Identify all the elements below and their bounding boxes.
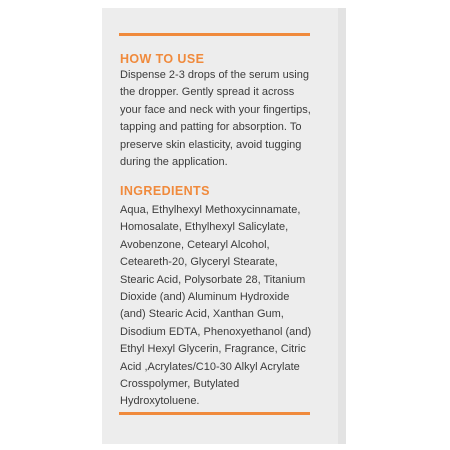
how-to-use-heading: HOW TO USE: [120, 52, 205, 66]
ingredients-line: Disodium EDTA, Phenoxyethanol (and): [120, 325, 312, 338]
ingredients-line: Crosspolymer, Butylated: [120, 378, 240, 391]
ingredients-line: Stearic Acid, Polysorbate 28, Titanium: [120, 273, 306, 286]
ingredients-line: Hydroxytoluene.: [120, 395, 200, 408]
bottom-divider: [119, 412, 310, 415]
how-to-use-line: the dropper. Gently spread it across: [120, 86, 295, 99]
ingredients-line: Aqua, Ethylhexyl Methoxycinnamate,: [120, 204, 301, 216]
ingredients-line: Ceteareth-20, Glyceryl Stearate,: [120, 256, 278, 269]
ingredients-line: Homosalate, Ethylhexyl Salicylate,: [120, 221, 289, 234]
how-to-use-line: Dispense 2-3 drops of the serum using: [120, 69, 309, 81]
how-to-use-line: your face and neck with your fingertips,: [120, 103, 311, 116]
ingredients-line: (and) Stearic Acid, Xanthan Gum,: [120, 308, 284, 321]
ingredients-text: [120, 202, 311, 411]
ingredients-line: Ethyl Hexyl Glycerin, Fragrance, Citric: [120, 343, 306, 356]
how-to-use-line: during the application.: [120, 156, 228, 169]
ingredients-line: Acid ,Acrylates/C10-30 Alkyl Acrylate: [120, 360, 300, 373]
ingredients-heading: INGREDIENTS: [120, 184, 210, 198]
panel-edge-shadow: [338, 8, 346, 444]
ingredients-line: Dioxide (and) Aluminum Hydroxide: [120, 291, 290, 304]
top-divider: [119, 33, 310, 36]
how-to-use-line: tapping and patting for absorption. To: [120, 121, 302, 134]
how-to-use-line: preserve skin elasticity, avoid tugging: [120, 138, 302, 151]
how-to-use-text: [120, 67, 311, 171]
ingredients-line: Avobenzone, Cetearyl Alcohol,: [120, 238, 270, 251]
